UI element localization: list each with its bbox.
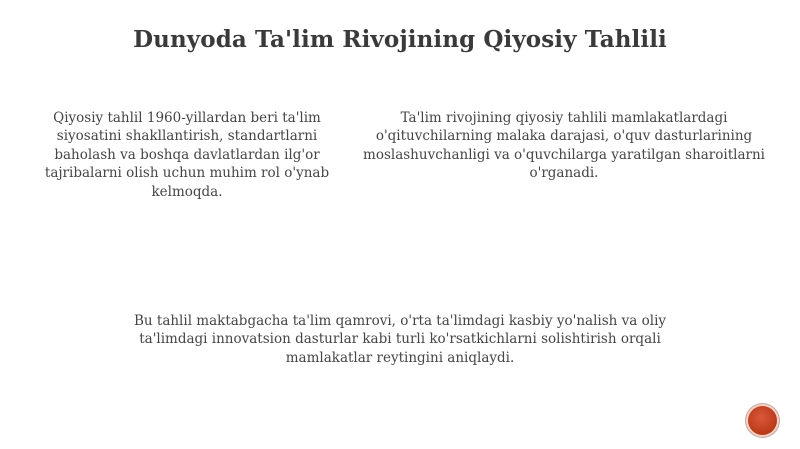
paragraph-right: Ta'lim rivojining qiyosiy tahlili mamlakatlardagi o'qituvchilarning malaka darajasi, o'quv dasturlarining moslashuvchanligi va o'quvchilarga yaratilgan sharoitlarni o'rganadi.: [363, 110, 765, 182]
slide-title: Dunyoda Ta'lim Rivojining Qiyosiy Tahlili: [133, 26, 667, 53]
paragraph-left: Qiyosiy tahlil 1960-yillardan beri ta'lim siyosatini shakllantirish, standartlarni baholash va boshqa davlatlardan ilg'or tajribalarni olish uchun muhim rol o'ynab kelmoqda.: [44, 110, 330, 200]
circle-nav-icon[interactable]: [748, 406, 777, 435]
paragraph-bottom: Bu tahlil maktabgacha ta'lim qamrovi, o'rta ta'limdagi kasbiy yo'nalish va oliy ta'limdagi innovatsion dasturlar kabi turli ko'rsatkichlarni solishtirish orqali mamlakatlar reytingini aniqlaydi.: [133, 313, 667, 366]
